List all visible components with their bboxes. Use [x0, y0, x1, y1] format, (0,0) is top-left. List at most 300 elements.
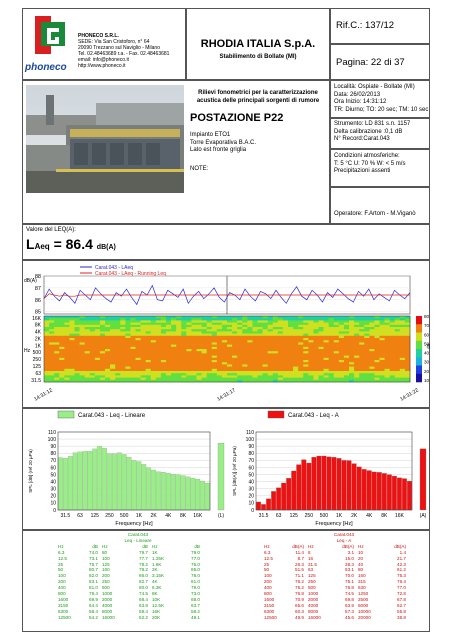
heatmap-cell [385, 340, 390, 343]
heatmap-cell [359, 364, 364, 367]
heatmap-cell [354, 340, 359, 343]
heatmap-cell [141, 375, 146, 378]
heatmap-cell [313, 340, 318, 343]
heatmap-cell [273, 367, 278, 370]
table-cell: 1000 [308, 591, 319, 597]
heatmap-cell [191, 378, 196, 381]
heatmap-cell [186, 323, 191, 326]
heatmap-cell [339, 362, 344, 365]
heatmap-cell [171, 347, 176, 350]
bar-xlabel: Frequency [Hz] [115, 521, 153, 527]
heatmap-cell [176, 375, 181, 378]
table-cell: 62.7 [397, 602, 406, 608]
bar-ytick: 0 [251, 507, 254, 514]
heatmap-cell [278, 334, 283, 337]
heatmap-cell [268, 316, 273, 319]
heatmap-cell [85, 318, 90, 321]
heatmap-cell [197, 362, 202, 365]
table-cell: 800 [58, 591, 66, 597]
heatmap-cell [344, 327, 349, 330]
heatmap-cell [181, 351, 186, 354]
heatmap-cell [303, 318, 308, 321]
heatmap-cell [252, 318, 257, 321]
heatmap-cell [349, 360, 354, 363]
heatmap-cell [202, 358, 207, 361]
heatmap-cell [344, 378, 349, 381]
heatmap-cell [278, 345, 283, 348]
heatmap-cell [120, 373, 125, 376]
heatmap-cell [136, 316, 141, 319]
leq-sub: Aeq [34, 242, 50, 251]
heatmap-cell [207, 349, 212, 352]
heatmap-cell [64, 371, 69, 374]
heatmap-cell [380, 342, 385, 345]
heatmap-cell [283, 358, 288, 361]
heatmap-cell [303, 364, 308, 367]
heatmap-cell [49, 349, 54, 352]
heatmap-cell [369, 316, 374, 319]
bar-ytick: 30 [248, 486, 254, 493]
heatmap-cell [339, 342, 344, 345]
heatmap-cell [354, 327, 359, 330]
heatmap-cell [232, 358, 237, 361]
heatmap-cell [207, 364, 212, 367]
heatmap-cell [171, 323, 176, 326]
heatmap-cell [349, 349, 354, 352]
heatmap-cell [247, 316, 252, 319]
heatmap-cell [369, 323, 374, 326]
heatmap-cell [232, 373, 237, 376]
heatmap-cell [54, 342, 59, 345]
heatmap-cell [49, 320, 54, 323]
heatmap-cell [171, 327, 176, 330]
heatmap-cell [359, 323, 364, 326]
heatmap-cell [222, 367, 227, 370]
heatmap-cell [69, 349, 74, 352]
heatmap-cell [354, 338, 359, 341]
station-photo [26, 85, 184, 193]
heatmap-cell [125, 362, 130, 365]
heatmap-cell [125, 342, 130, 345]
heatmap-cell [242, 340, 247, 343]
heatmap-cell [156, 318, 161, 321]
table-cell: 11.4 [295, 549, 304, 555]
heatmap-cell [385, 375, 390, 378]
heatmap-cell [247, 347, 252, 350]
heatmap-cell [100, 373, 105, 376]
heatmap-cell [69, 316, 74, 319]
heatmap-cell [85, 358, 90, 361]
heatmap-cell [64, 356, 69, 359]
heatmap-cell [298, 340, 303, 343]
heatmap-cell [278, 316, 283, 319]
heatmap-cell [298, 345, 303, 348]
table-cell: 64.4 [89, 602, 98, 608]
heatmap-cell [217, 316, 222, 319]
table-cell: 8000 [308, 608, 319, 614]
heatmap-cell [110, 347, 115, 350]
heatmap-cell [85, 362, 90, 365]
heatmap-cell [324, 353, 329, 356]
heatmap-cell [344, 316, 349, 319]
heatmap-cell [247, 373, 252, 376]
heatmap-cell [49, 375, 54, 378]
heatmap-cell [151, 356, 156, 359]
heatmap-cell [130, 320, 135, 323]
heatmap-cell [252, 334, 257, 337]
heatmap-cell [161, 362, 166, 365]
heatmap-cell [344, 331, 349, 334]
heatmap-cell [181, 325, 186, 328]
heatmap-cell [136, 351, 141, 354]
heatmap-cell [217, 342, 222, 345]
heatmap-cell [217, 325, 222, 328]
heatmap-cell [120, 327, 125, 330]
table-cell: 3150 [264, 602, 275, 608]
heatmap-cell [202, 338, 207, 341]
heatmap-cell [54, 345, 59, 348]
heatmap-cell [120, 331, 125, 334]
heatmap-cell [90, 347, 95, 350]
table-cell: 86.0 [139, 573, 148, 579]
heatmap-cell [313, 318, 318, 321]
heatmap-cell [125, 334, 130, 337]
heatmap-ytick: 125 [32, 364, 41, 371]
heatmap-cell [90, 325, 95, 328]
heatmap-cell [273, 371, 278, 374]
heatmap-cell [120, 340, 125, 343]
heatmap-cell [334, 320, 339, 323]
heatmap-cell [44, 329, 49, 332]
heatmap-cell [319, 353, 324, 356]
heatmap-cell [278, 342, 283, 345]
heatmap-cell [181, 336, 186, 339]
heatmap-cell [59, 373, 64, 376]
heatmap-cell [278, 327, 283, 330]
heatmap-cell [90, 323, 95, 326]
heatmap-cell [125, 378, 130, 381]
heatmap-cell [400, 331, 405, 334]
table-a-body [264, 544, 424, 621]
heatmap-cell [278, 351, 283, 354]
heatmap-cell [364, 369, 369, 372]
heatmap-cell [197, 325, 202, 328]
heatmap-cell [263, 329, 268, 332]
heatmap-cell [303, 367, 308, 370]
heatmap-cell [95, 360, 100, 363]
heatmap-cell [151, 318, 156, 321]
heatmap-cell [166, 318, 171, 321]
heatmap-cell [369, 320, 374, 323]
heatmap-cell [374, 367, 379, 370]
heatmap-cell [395, 347, 400, 350]
heatmap-cell [359, 358, 364, 361]
table-cell: 80 [102, 549, 108, 555]
heatmap-cell [110, 345, 115, 348]
table-cell: 20000 [358, 614, 371, 620]
heatmap-cell [49, 369, 54, 372]
heatmap-cell [334, 360, 339, 363]
heatmap-cell [319, 323, 324, 326]
station-description [190, 132, 256, 155]
heatmap-cell [227, 320, 232, 323]
heatmap-cell [49, 329, 54, 332]
heatmap-cell [242, 338, 247, 341]
heatmap-cell [385, 345, 390, 348]
company-phone: Tel. 02.48463689 r.a. - Fax. 02.48463681 [78, 51, 170, 57]
heatmap-cell [85, 334, 90, 337]
bar-legend-swatch [268, 411, 284, 418]
heatmap-cell [319, 320, 324, 323]
heatmap-cell [354, 353, 359, 356]
heatmap-cell [191, 318, 196, 321]
heatmap-cell [385, 336, 390, 339]
heatmap-cell [283, 356, 288, 359]
heatmap-cell [181, 367, 186, 370]
heatmap-cell [359, 331, 364, 334]
heatmap-cell [186, 320, 191, 323]
heatmap-cell [237, 362, 242, 365]
heatmap-cell [80, 316, 85, 319]
heatmap-cell [344, 318, 349, 321]
heatmap-cell [44, 378, 49, 381]
table-cell: 3.1 [347, 549, 354, 555]
table-a-title2: Leq - A [336, 537, 352, 543]
heatmap-cell [242, 360, 247, 363]
heatmap-cell [395, 336, 400, 339]
heatmap-cell [293, 338, 298, 341]
heatmap-cell [303, 360, 308, 363]
heatmap-cell [212, 331, 217, 334]
heatmap-cell [293, 373, 298, 376]
heatmap-cell [298, 375, 303, 378]
heatmap-cell [313, 334, 318, 337]
heatmap-cell [303, 349, 308, 352]
heatmap-cell [100, 316, 105, 319]
heatmap-cell [75, 378, 80, 381]
heatmap-cell [237, 334, 242, 337]
heatmap-cell [186, 340, 191, 343]
heatmap-cell [380, 360, 385, 363]
heatmap-cell [400, 358, 405, 361]
heatmap-cell [319, 360, 324, 363]
heatmap-cell [405, 331, 410, 334]
heatmap-cell [385, 373, 390, 376]
heatmap-cell [54, 371, 59, 374]
heatmap-cell [385, 356, 390, 359]
heatmap-cell [90, 320, 95, 323]
table-cell: 12.5 [58, 555, 67, 561]
spectrum-bar [312, 457, 317, 510]
heatmap-cell [151, 336, 156, 339]
heatmap-cell [69, 318, 74, 321]
heatmap-cell [227, 327, 232, 330]
spectrum-bar [181, 476, 186, 510]
heatmap-cell [186, 316, 191, 319]
heatmap-cell [344, 340, 349, 343]
heatmap-cell [202, 367, 207, 370]
heatmap-cell [105, 360, 110, 363]
heatmap-cell [329, 340, 334, 343]
heatmap-cell [324, 371, 329, 374]
heatmap-cell [181, 353, 186, 356]
heatmap-cell [105, 338, 110, 341]
heatmap-cell [334, 378, 339, 381]
heatmap-cell [125, 336, 130, 339]
heatmap-cell [156, 334, 161, 337]
heatmap-cell [136, 342, 141, 345]
heatmap-cell [339, 347, 344, 350]
table-cell: 12500 [58, 614, 71, 620]
heatmap-cell [329, 356, 334, 359]
heatmap-cell [100, 340, 105, 343]
heatmap-cell [242, 378, 247, 381]
heatmap-cell [217, 318, 222, 321]
heatmap-cell [161, 342, 166, 345]
bar-ytick: 50 [50, 472, 56, 479]
table-cell: 76.8 [295, 591, 304, 597]
heatmap-cell [227, 358, 232, 361]
heatmap-cell [202, 334, 207, 337]
heatmap-cell [100, 338, 105, 341]
heatmap-cell [268, 318, 273, 321]
heatmap-cell [166, 358, 171, 361]
heatmap-cell [268, 325, 273, 328]
heatmap-cell [263, 358, 268, 361]
heatmap-cell [364, 342, 369, 345]
heatmap-cell [308, 334, 313, 337]
heatmap-cell [258, 353, 263, 356]
heatmap-cell [232, 375, 237, 378]
table-cell: 81.0 [191, 579, 200, 585]
heatmap-cell [191, 329, 196, 332]
heatmap-cell [151, 369, 156, 372]
heatmap-cell [80, 349, 85, 352]
line-ytick: 85 [34, 309, 41, 316]
table-cell: 42.3 [397, 561, 406, 567]
table-cell: dB(A) [342, 543, 354, 549]
heatmap-cell [222, 364, 227, 367]
heatmap-cell [130, 345, 135, 348]
heatmap-cell [136, 362, 141, 365]
table-cell: 5000 [358, 602, 369, 608]
heatmap-cell [283, 345, 288, 348]
heatmap-cell [334, 323, 339, 326]
heatmap-cell [130, 334, 135, 337]
heatmap-cell [115, 345, 120, 348]
heatmap-cell [252, 353, 257, 356]
heatmap-cell [298, 323, 303, 326]
heatmap-cell [268, 375, 273, 378]
spectrum-bar [397, 478, 402, 510]
heatmap-cell [156, 362, 161, 365]
heatmap-cell [146, 327, 151, 330]
heatmap-cell [146, 364, 151, 367]
heatmap-cell [268, 369, 273, 372]
heatmap-cell [359, 369, 364, 372]
heatmap-cell [115, 360, 120, 363]
heatmap-cell [324, 375, 329, 378]
heatmap-cell [390, 323, 395, 326]
spectrum-bar [83, 451, 88, 510]
heatmap-cell [110, 367, 115, 370]
heatmap-cell [247, 367, 252, 370]
table-cell: 16000 [102, 614, 115, 620]
heatmap-cell [364, 349, 369, 352]
heatmap-cell [405, 371, 410, 374]
heatmap-cell [95, 356, 100, 359]
heatmap-cell [303, 331, 308, 334]
heatmap-cell [136, 349, 141, 352]
heatmap-cell [151, 329, 156, 332]
table-cell: 79.7 [139, 549, 148, 555]
heatmap-cell [329, 375, 334, 378]
heatmap-cell [369, 373, 374, 376]
doc-page: Pagina: 22 di 37 [336, 57, 405, 68]
heatmap-cell [308, 325, 313, 328]
heatmap-cell [400, 329, 405, 332]
heatmap-cell [100, 378, 105, 381]
heatmap-cell [319, 336, 324, 339]
heatmap-cell [176, 334, 181, 337]
heatmap-cell [293, 334, 298, 337]
heatmap-cell [197, 342, 202, 345]
heatmap-cell [359, 371, 364, 374]
colorbar-label: dB [426, 343, 430, 349]
heatmap-cell [110, 375, 115, 378]
bar-ytick: 10 [50, 500, 56, 507]
heatmap-cell [298, 329, 303, 332]
heatmap-cell [90, 316, 95, 319]
heatmap-cell [100, 327, 105, 330]
heatmap-cell [105, 358, 110, 361]
heatmap-cell [278, 364, 283, 367]
table-cell: 61.2 [397, 567, 406, 573]
heatmap-cell [349, 373, 354, 376]
spectrum-bar [93, 449, 98, 510]
heatmap-cell [44, 323, 49, 326]
heatmap-cell [385, 329, 390, 332]
heatmap-cell [263, 371, 268, 374]
heatmap-cell [319, 362, 324, 365]
heatmap-cell [268, 329, 273, 332]
heatmap-cell [344, 362, 349, 365]
heatmap-cell [324, 360, 329, 363]
heatmap-cell [75, 347, 80, 350]
heatmap-cell [339, 369, 344, 372]
heatmap-cell [273, 373, 278, 376]
heatmap-cell [288, 331, 293, 334]
heatmap-cell [339, 378, 344, 381]
heatmap-cell [115, 347, 120, 350]
heatmap-cell [110, 318, 115, 321]
heatmap-cell [202, 327, 207, 330]
heatmap-cell [141, 362, 146, 365]
heatmap-cell [191, 367, 196, 370]
heatmap-cell [395, 351, 400, 354]
heatmap-cell [339, 353, 344, 356]
bar-xtick: 250 [304, 513, 314, 519]
heatmap-cell [258, 318, 263, 321]
heatmap-cell [380, 320, 385, 323]
heatmap-cell [354, 342, 359, 345]
heatmap-cell [136, 364, 141, 367]
heatmap-cell [258, 367, 263, 370]
heatmap-cell [288, 378, 293, 381]
heatmap-cell [125, 323, 130, 326]
heatmap-cell [344, 347, 349, 350]
heatmap-cell [136, 371, 141, 374]
